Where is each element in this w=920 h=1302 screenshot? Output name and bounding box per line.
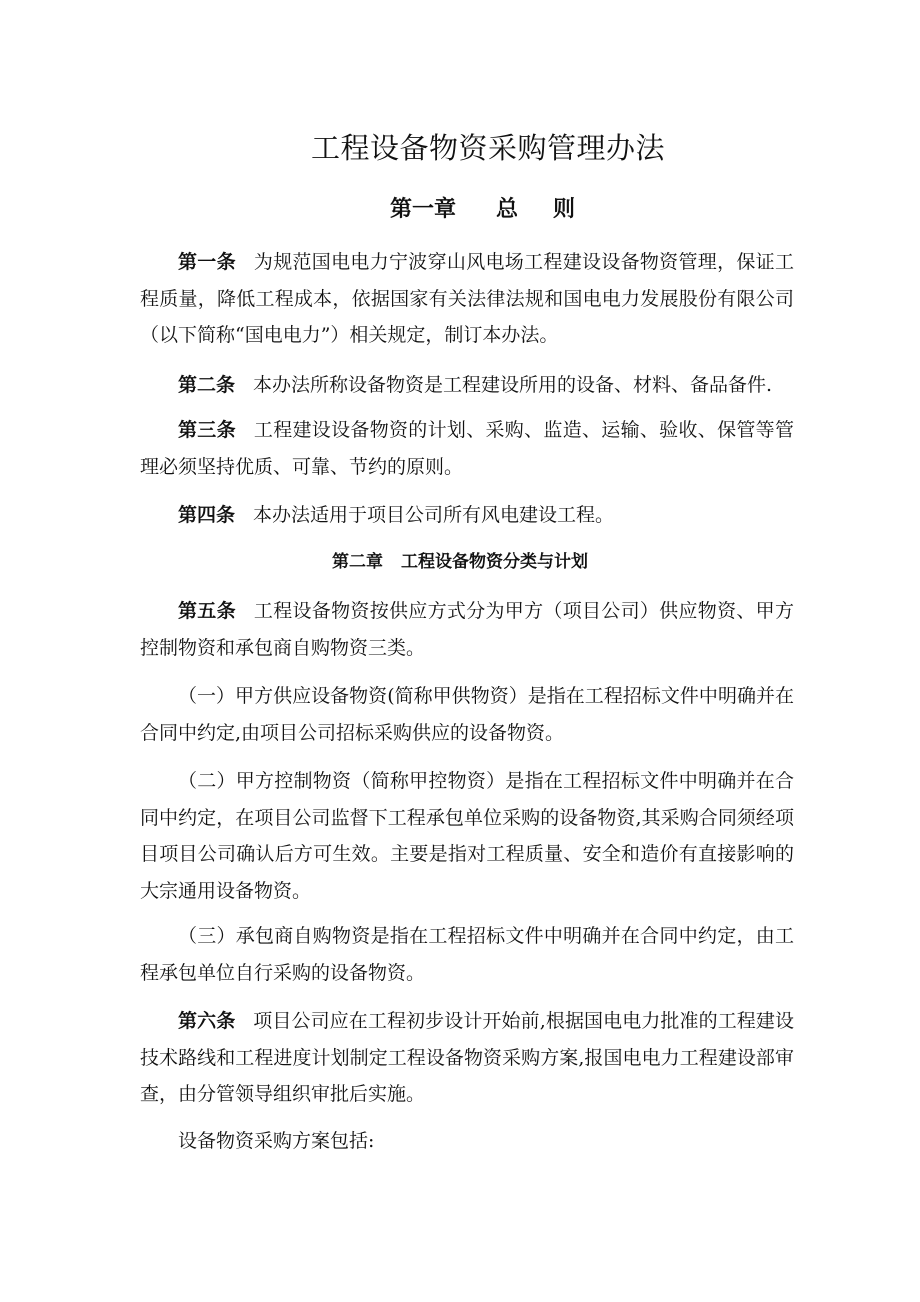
article-4-text: 本办法适用于项目公司所有风电建设工程。 <box>253 504 615 526</box>
article-4-label: 第四条 <box>178 504 236 526</box>
article-2 <box>140 367 794 404</box>
chapter-one-title-char-2: 则 <box>553 197 576 222</box>
article-2-text: 本办法所称设备物资是工程建设所用的设备、材料、备品备件. <box>253 374 773 396</box>
article-4-block <box>140 497 794 534</box>
article-5-label: 第五条 <box>178 600 236 622</box>
article-3 <box>140 412 794 485</box>
article-1 <box>140 244 794 354</box>
item-2: （二）甲方控制物资（简称甲控物资）是指在工程招标文件中明确并在合同中约定，在项目公司监督下工程承包单位采购的设备物资,其采购合同须经项目项目公司确认后方可生效。主要是指对工程质量、安全和造价有直接影响的大宗通用设备物资。 <box>140 770 794 902</box>
item-1-block <box>140 678 794 751</box>
article-6 <box>140 1003 794 1113</box>
chapter-one-heading <box>390 193 575 227</box>
item-3: （三）承包商自购物资是指在工程招标文件中明确并在合同中约定，由工程承包单位自行采购的设备物资。 <box>140 925 794 984</box>
article-2-label: 第二条 <box>178 374 236 396</box>
chapter-one-body <box>140 244 794 354</box>
item-3-block <box>140 918 794 991</box>
item-1: （一）甲方供应设备物资(简称甲供物资）是指在工程招标文件中明确并在合同中约定,由项目公司招标采购供应的设备物资。 <box>140 685 794 744</box>
article-5-block <box>140 593 794 666</box>
procurement-plan-intro: 设备物资采购方案包括: <box>178 1130 375 1152</box>
article-3-label: 第三条 <box>178 419 236 441</box>
article-2-block <box>140 367 794 404</box>
chapter-two-heading <box>0 546 920 578</box>
article-1-text: 为规范国电电力宁波穿山风电场工程建设设备物资管理，保证工程质量，降低工程成本，依据国家有关法律法规和国电电力发展股份有限公司（以下简称“国电电力”）相关规定，制订本办法。 <box>140 251 794 346</box>
chapter-two-title: 工程设备物资分类与计划 <box>401 552 588 572</box>
article-5-text: 工程设备物资按供应方式分为甲方（项目公司）供应物资、甲方控制物资和承包商自购物资三类。 <box>140 600 794 659</box>
chapter-two-number: 第二章 <box>332 552 383 572</box>
article-6-text: 项目公司应在工程初步设计开始前,根据国电电力批准的工程建设技术路线和工程进度计划制定工程设备物资采购方案,报国电电力工程建设部审查，由分管领导组织审批后实施。 <box>140 1010 794 1105</box>
article-3-text: 工程建设设备物资的计划、采购、监造、运输、验收、保管等管理必须坚持优质、可靠、节约的原则。 <box>140 419 794 478</box>
article-1-label: 第一条 <box>178 251 236 273</box>
closing-block <box>140 1123 794 1160</box>
item-2-block <box>140 763 794 909</box>
chapter-one-title-char-1: 总 <box>496 197 519 222</box>
article-5 <box>140 593 794 666</box>
article-6-block <box>140 1003 794 1113</box>
article-3-block <box>140 412 794 485</box>
article-6-label: 第六条 <box>178 1010 236 1032</box>
document-title: 工程设备物资采购管理办法 <box>310 131 665 165</box>
article-4 <box>140 497 794 534</box>
chapter-one-number: 第一章 <box>390 197 457 222</box>
